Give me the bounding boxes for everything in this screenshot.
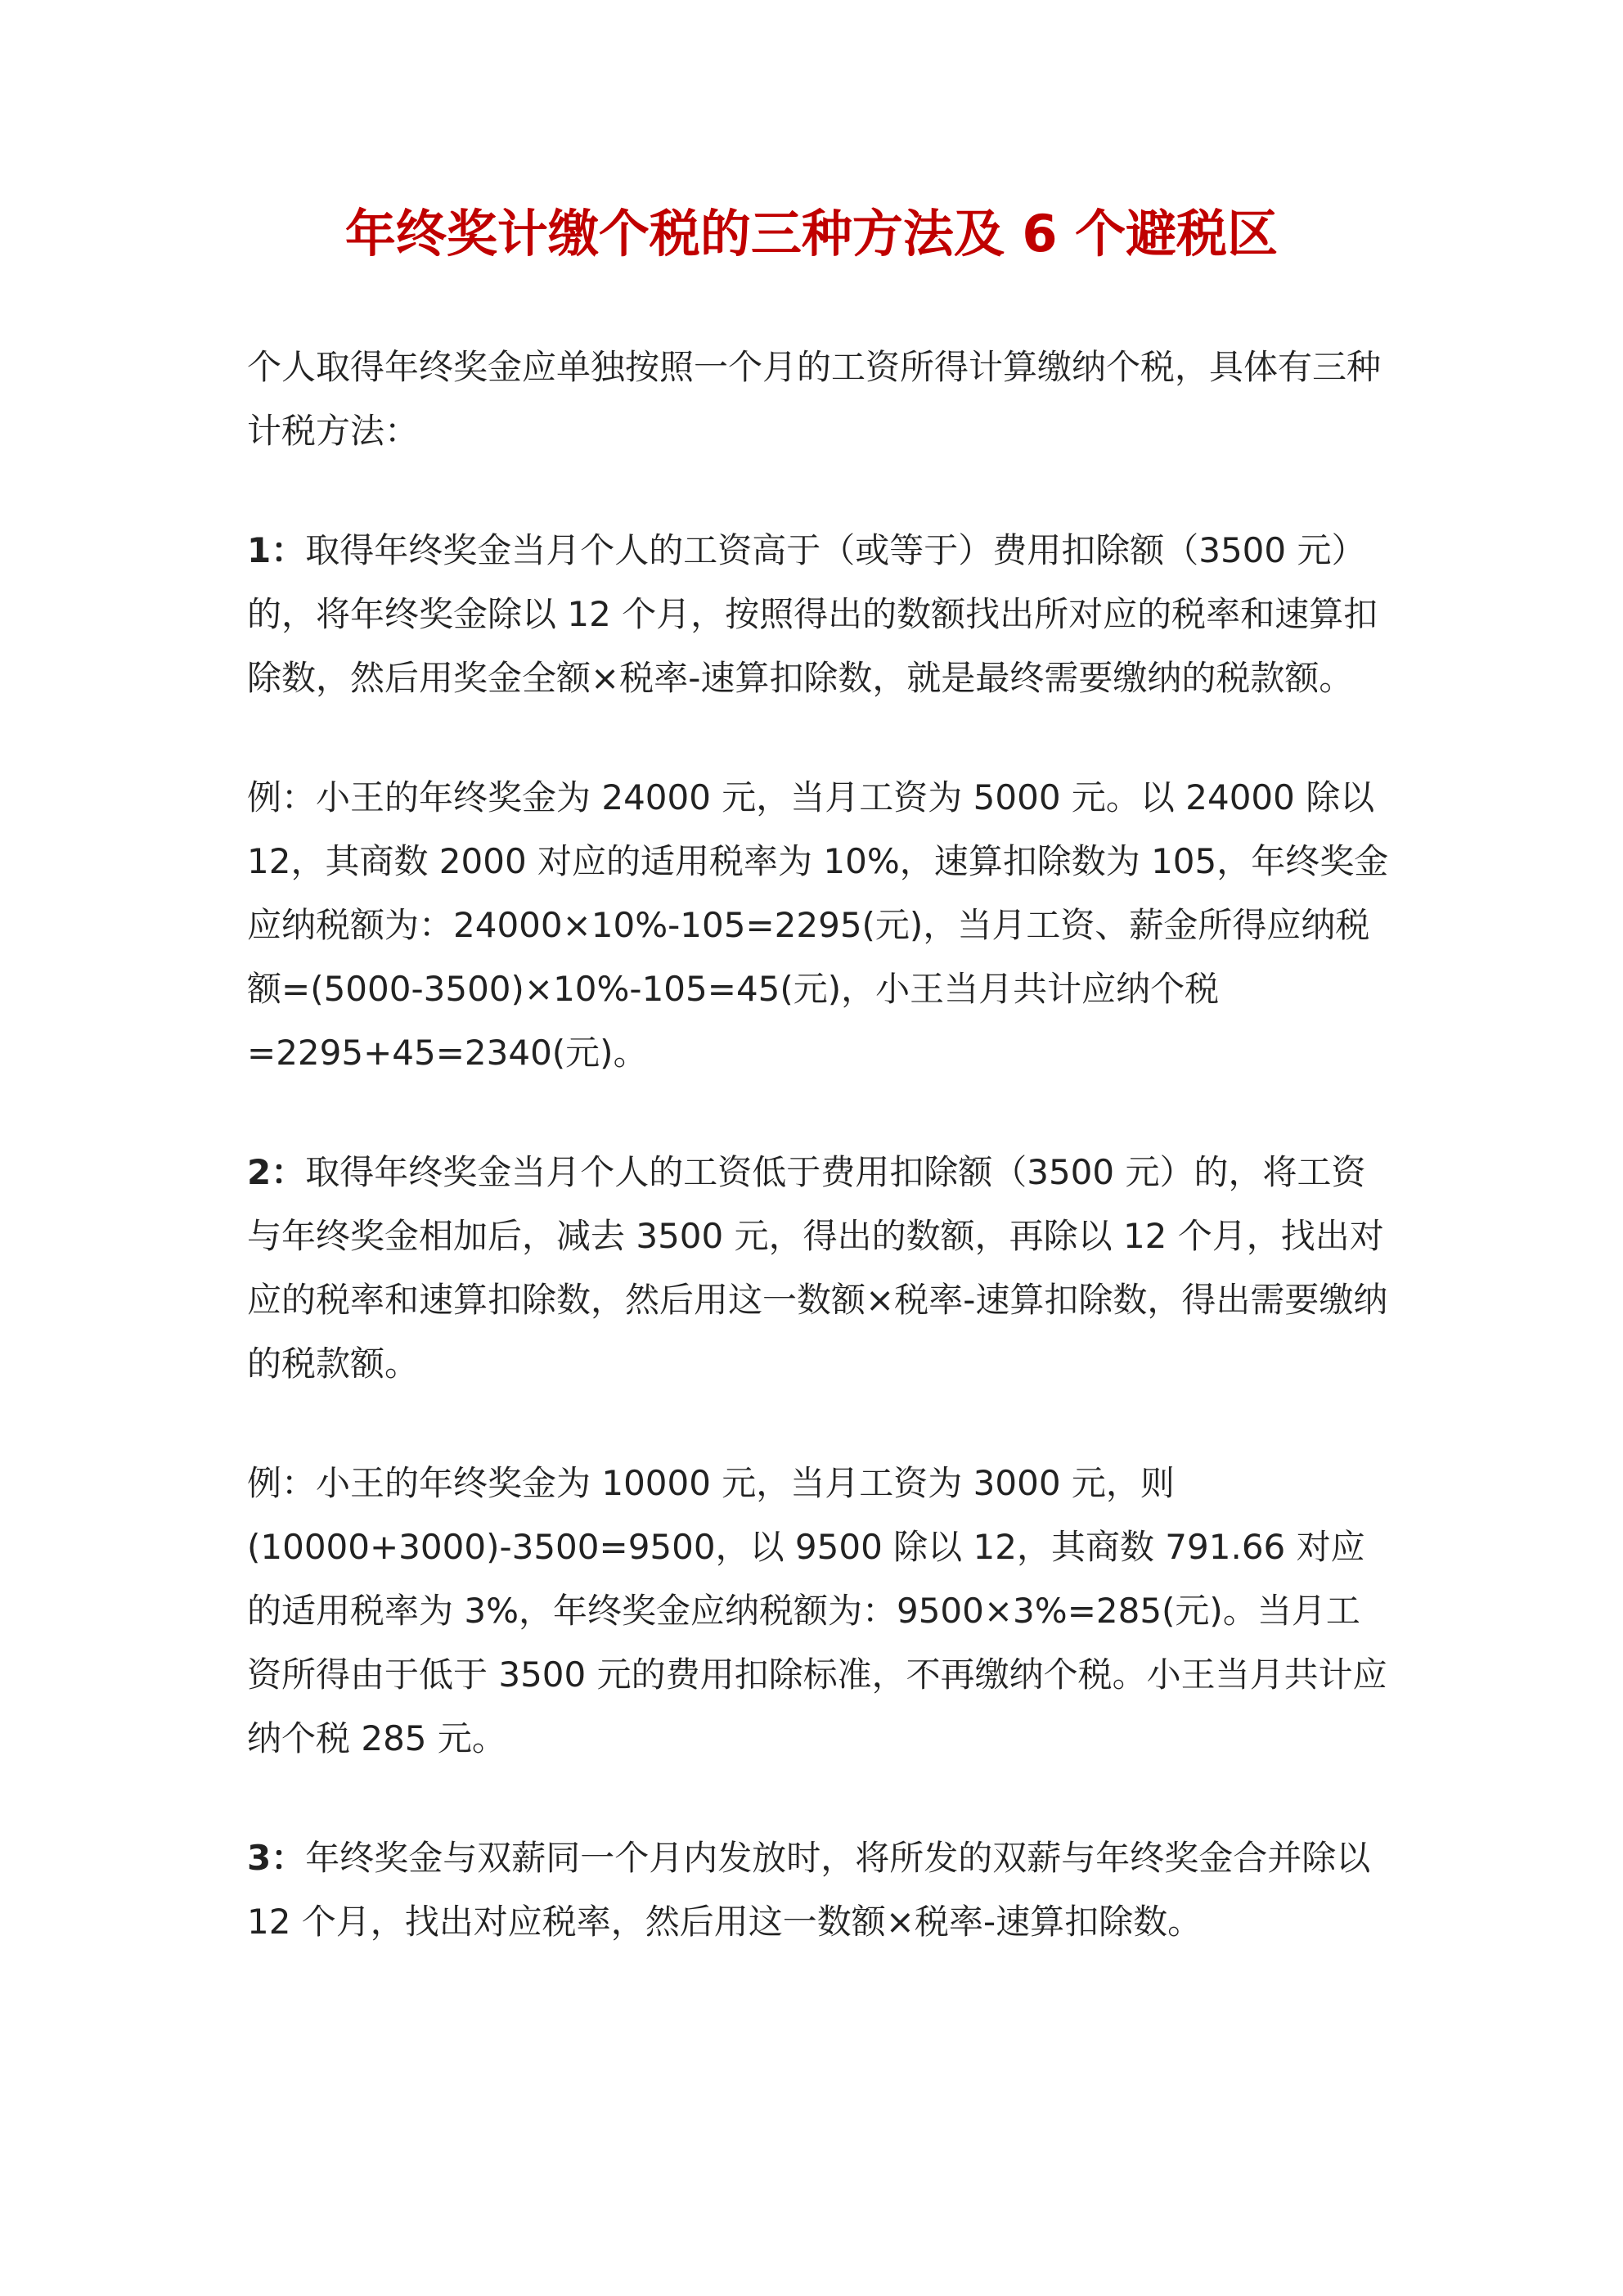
method-2-text: 取得年终奖金当月个人的工资低于费用扣除额（3500 元）的，将工资与年终奖金相加后，减去 3500 元，得出的数额，再除以 12 个月，找出对应的税率和速算扣除数，然后用这一数额×税率-速算扣除数，得出需要缴纳的税款额。: [247, 1152, 1388, 1384]
example-1-paragraph: 例：小王的年终奖金为 24000 元，当月工资为 5000 元。以 24000 除以 12，其商数 2000 对应的适用税率为 10%，速算扣除数为 105，年终奖金应纳税额为：24000×10%-105=2295(元)，当月工资、薪金所得应纳税额=(5000-3500)×10%-105=45(元)，小王当月共计应纳个税=2295+45=2340(元)。: [247, 777, 1389, 1073]
method-3-number: 3：: [247, 1838, 306, 1878]
document-title: 年终奖计缴个税的三种方法及 6 个避税区: [344, 204, 1279, 263]
method-2-paragraph: [247, 1141, 1392, 1396]
method-1-text: 取得年终奖金当月个人的工资高于（或等于）费用扣除额（3500 元）的，将年终奖金除以 12 个月，按照得出的数额找出所对应的税率和速算扣除数，然后用奖金全额×税率-速算扣除数，就是最终需要缴纳的税款额。: [247, 530, 1378, 698]
example-2-paragraph: 例：小王的年终奖金为 10000 元，当月工资为 3000 元，则 (10000+3000)-3500=9500，以 9500 除以 12，其商数 791.66 对应的适用税率为 3%，年终奖金应纳税额为：9500×3%=285(元)。当月工资所得由于低于 3500 元的费用扣除标准，不再缴纳个税。小王当月共计应纳个税 285 元。: [247, 1463, 1387, 1758]
method-1-number: 1：: [247, 530, 306, 570]
document-body: [247, 335, 1392, 2010]
method-1-paragraph: [247, 519, 1392, 710]
method-3-paragraph: [247, 1826, 1392, 1954]
method-2-number: 2：: [247, 1152, 306, 1192]
method-3-text: 年终奖金与双薪同一个月内发放时，将所发的双薪与年终奖金合并除以 12 个月，找出对应税率，然后用这一数额×税率-速算扣除数。: [247, 1838, 1371, 1942]
intro-paragraph: 个人取得年终奖金应单独按照一个月的工资所得计算缴纳个税，具体有三种计税方法：: [247, 347, 1382, 451]
